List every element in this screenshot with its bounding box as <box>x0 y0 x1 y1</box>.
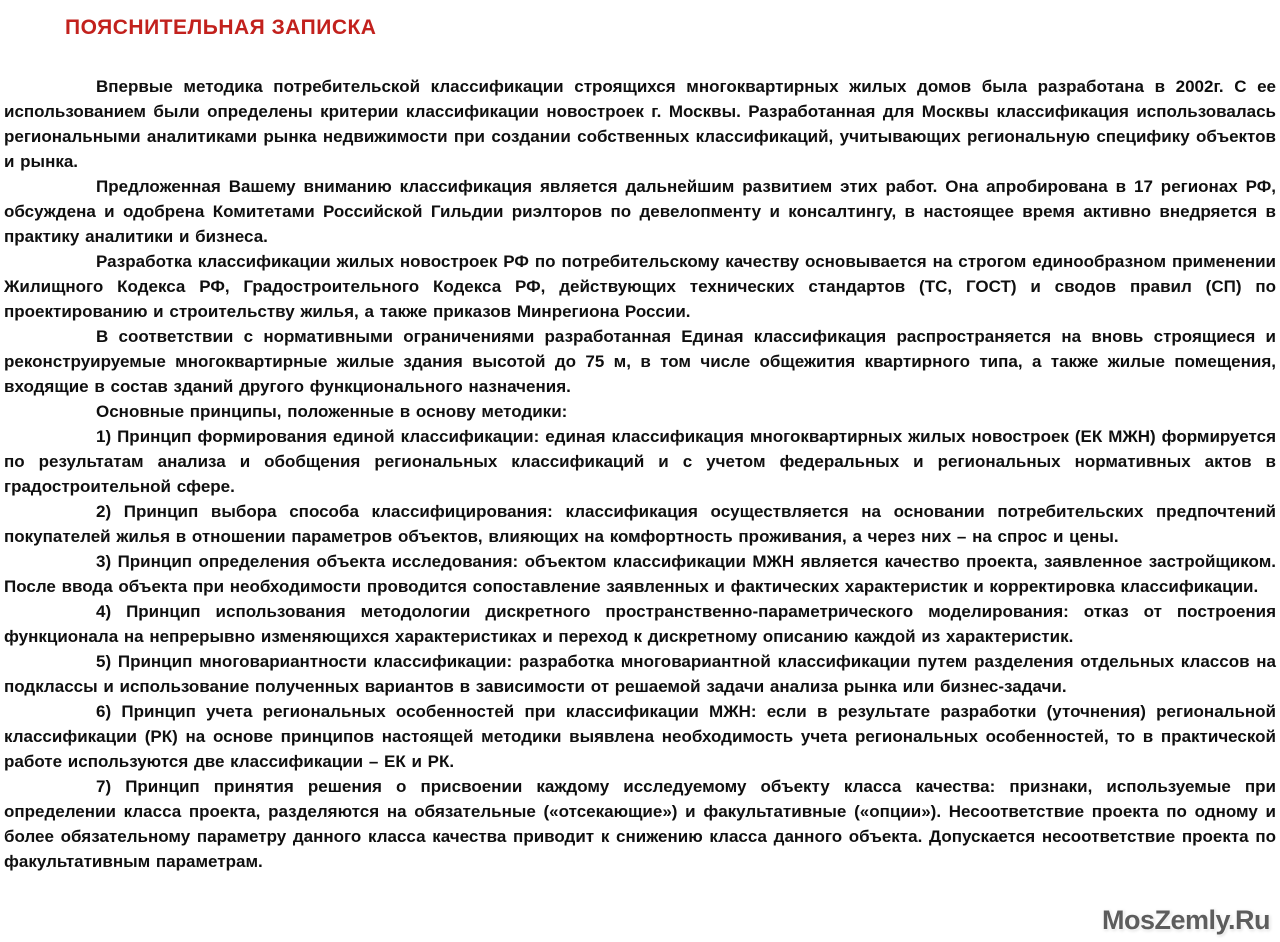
paragraph: 5) Принцип многовариантности классификации: разработка многовариантной классификации путем разделения отдельных классов на подклассы и использование полученных вариантов в зависимости от решаемой задачи анализа рынка или бизнес-задачи. <box>4 652 1276 696</box>
paragraph: Предложенная Вашему вниманию классификация является дальнейшим развитием этих работ. Она апробирована в 17 регионах РФ, обсуждена и одобрена Комитетами Российской Гильдии риэлторов по девелопменту и консалтингу, в настоящее время активно внедряется в практику аналитики и бизнеса. <box>4 177 1276 246</box>
document-body <box>4 74 1276 874</box>
paragraph: Разработка классификации жилых новостроек РФ по потребительскому качеству основывается на строгом единообразном применении Жилищного Кодекса РФ, Градостроительного Кодекса РФ, действующих технических стандартов (ТС, ГОСТ) и сводов правил (СП) по проектированию и строительству жилья, а также приказов Минрегиона России. <box>4 252 1276 321</box>
watermark: MosZemly.Ru <box>1101 905 1270 935</box>
paragraph: 3) Принцип определения объекта исследования: объектом классификации МЖН является качество проекта, заявленное застройщиком. После ввода объекта при необходимости проводится сопоставление заявленных и фактических характеристик и корректировка классификации. <box>4 552 1276 596</box>
paragraph: Основные принципы, положенные в основу методики: <box>96 402 568 421</box>
page-title: ПОЯСНИТЕЛЬНАЯ ЗАПИСКА <box>65 16 377 39</box>
paragraph: 4) Принцип использования методологии дискретного пространственно-параметрического моделирования: отказ от построения функционала на непрерывно изменяющихся характеристиках и переход к дискретному описанию каждой из характеристик. <box>4 602 1276 646</box>
paragraph: 1) Принцип формирования единой классификации: единая классификация многоквартирных жилых новостроек (ЕК МЖН) формируется по результатам анализа и обобщения региональных классификаций и с учетом федеральных и региональных нормативных актов в градостроительной сфере. <box>4 427 1276 496</box>
paragraph: Впервые методика потребительской классификации строящихся многоквартирных жилых домов была разработана в 2002г. С ее использованием были определены критерии классификации новостроек г. Москвы. Разработанная для Москвы классификация использовалась региональными аналитиками рынка недвижимости при создании собственных классификаций, учитывающих региональную специфику объектов и рынка. <box>4 77 1276 171</box>
paragraph: 7) Принцип принятия решения о присвоении каждому исследуемому объекту класса качества: признаки, используемые при определении класса проекта, разделяются на обязательные («отсекающие») и факультативные («опции»). Несоответствие проекта по одному и более обязательному параметру данного класса качества приводит к снижению класса данного объекта. Допускается несоответствие проекта по факультативным параметрам. <box>4 777 1276 871</box>
paragraph: 6) Принцип учета региональных особенностей при классификации МЖН: если в результате разработки (уточнения) региональной классификации (РК) на основе принципов настоящей методики выявлена необходимость учета региональных особенностей, то в практической работе используются две классификации – ЕК и РК. <box>4 702 1276 771</box>
paragraph: В соответствии с нормативными ограничениями разработанная Единая классификация распространяется на вновь строящиеся и реконструируемые многоквартирные жилые здания высотой до 75 м, в том числе общежития квартирного типа, а также жилые помещения, входящие в состав зданий другого функционального назначения. <box>4 327 1276 396</box>
paragraph: 2) Принцип выбора способа классифицирования: классификация осуществляется на основании потребительских предпочтений покупателей жилья в отношении параметров объектов, влияющих на комфортность проживания, а через них – на спрос и цены. <box>4 502 1276 546</box>
